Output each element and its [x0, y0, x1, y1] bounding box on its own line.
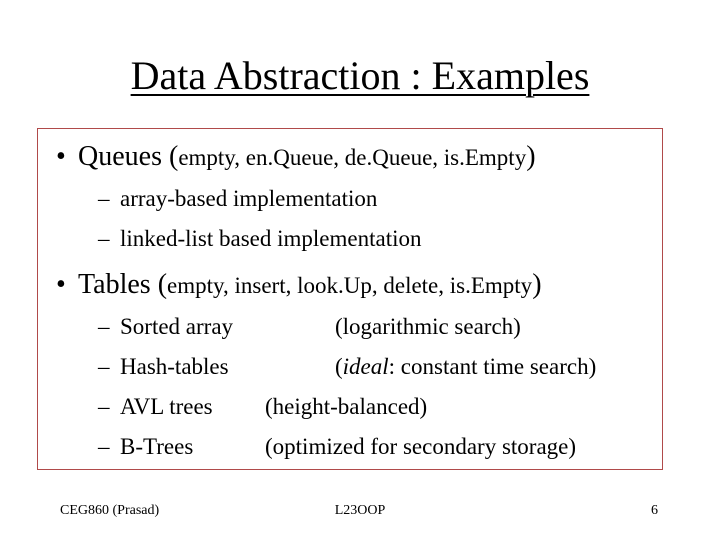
sub-item-text: linked-list based implementation: [120, 226, 422, 251]
footer-lecture-id: L23OOP: [334, 503, 386, 518]
note-logarithmic-search: (logarithmic search): [335, 314, 521, 339]
sub-item-array-based: [98, 185, 377, 213]
footer-course: CEG860 (Prasad): [60, 503, 160, 518]
bullet-queues-open-paren: (: [168, 141, 179, 172]
slide-title: [0, 52, 720, 100]
content-frame: [37, 128, 663, 470]
bullet-tables-open-paren: (: [157, 269, 168, 300]
sub-item-text: array-based implementation: [120, 186, 378, 211]
sub-item-text: Hash-tables: [120, 354, 229, 379]
note-emphasis: ideal: [342, 354, 389, 379]
sub-item-text: B-Trees: [120, 434, 194, 459]
bullet-tables-name: Tables: [78, 269, 151, 300]
sub-item-dash: –: [98, 394, 110, 419]
sub-item-dash: –: [98, 354, 110, 379]
bullet-marker: •: [56, 141, 66, 172]
note-rest: : constant time search): [388, 354, 597, 379]
note-constant-time-search: [335, 353, 596, 381]
note-open-paren: (: [335, 354, 343, 379]
note-secondary-storage: (optimized for secondary storage): [265, 434, 577, 459]
footer-page-number: 6: [651, 503, 658, 518]
sub-item-text: Sorted array: [120, 314, 234, 339]
bullet-tables-close-paren: ): [532, 269, 542, 300]
sub-item-hash-tables: [98, 353, 229, 381]
sub-item-dash: –: [98, 186, 110, 211]
sub-item-sorted-array: [98, 313, 233, 341]
bullet-queues-close-paren: ): [526, 141, 536, 172]
bullet-queues-operations: empty, en.Queue, de.Queue, is.Empty: [178, 145, 527, 170]
sub-item-b-trees: [98, 433, 193, 461]
note-height-balanced: (height-balanced): [265, 394, 428, 419]
bullet-queues-name: Queues: [78, 141, 162, 172]
sub-item-dash: –: [98, 434, 110, 459]
bullet-tables: [56, 269, 542, 302]
slide-title-text: Data Abstraction : Examples: [130, 53, 590, 98]
sub-item-text: AVL trees: [120, 394, 213, 419]
sub-item-avl-trees: [98, 393, 213, 421]
bullet-marker: •: [56, 269, 66, 300]
sub-item-linked-list: [98, 225, 422, 253]
sub-item-dash: –: [98, 226, 110, 251]
sub-item-dash: –: [98, 314, 110, 339]
bullet-queues: [56, 141, 536, 174]
bullet-tables-operations: empty, insert, look.Up, delete, is.Empty: [167, 273, 533, 298]
